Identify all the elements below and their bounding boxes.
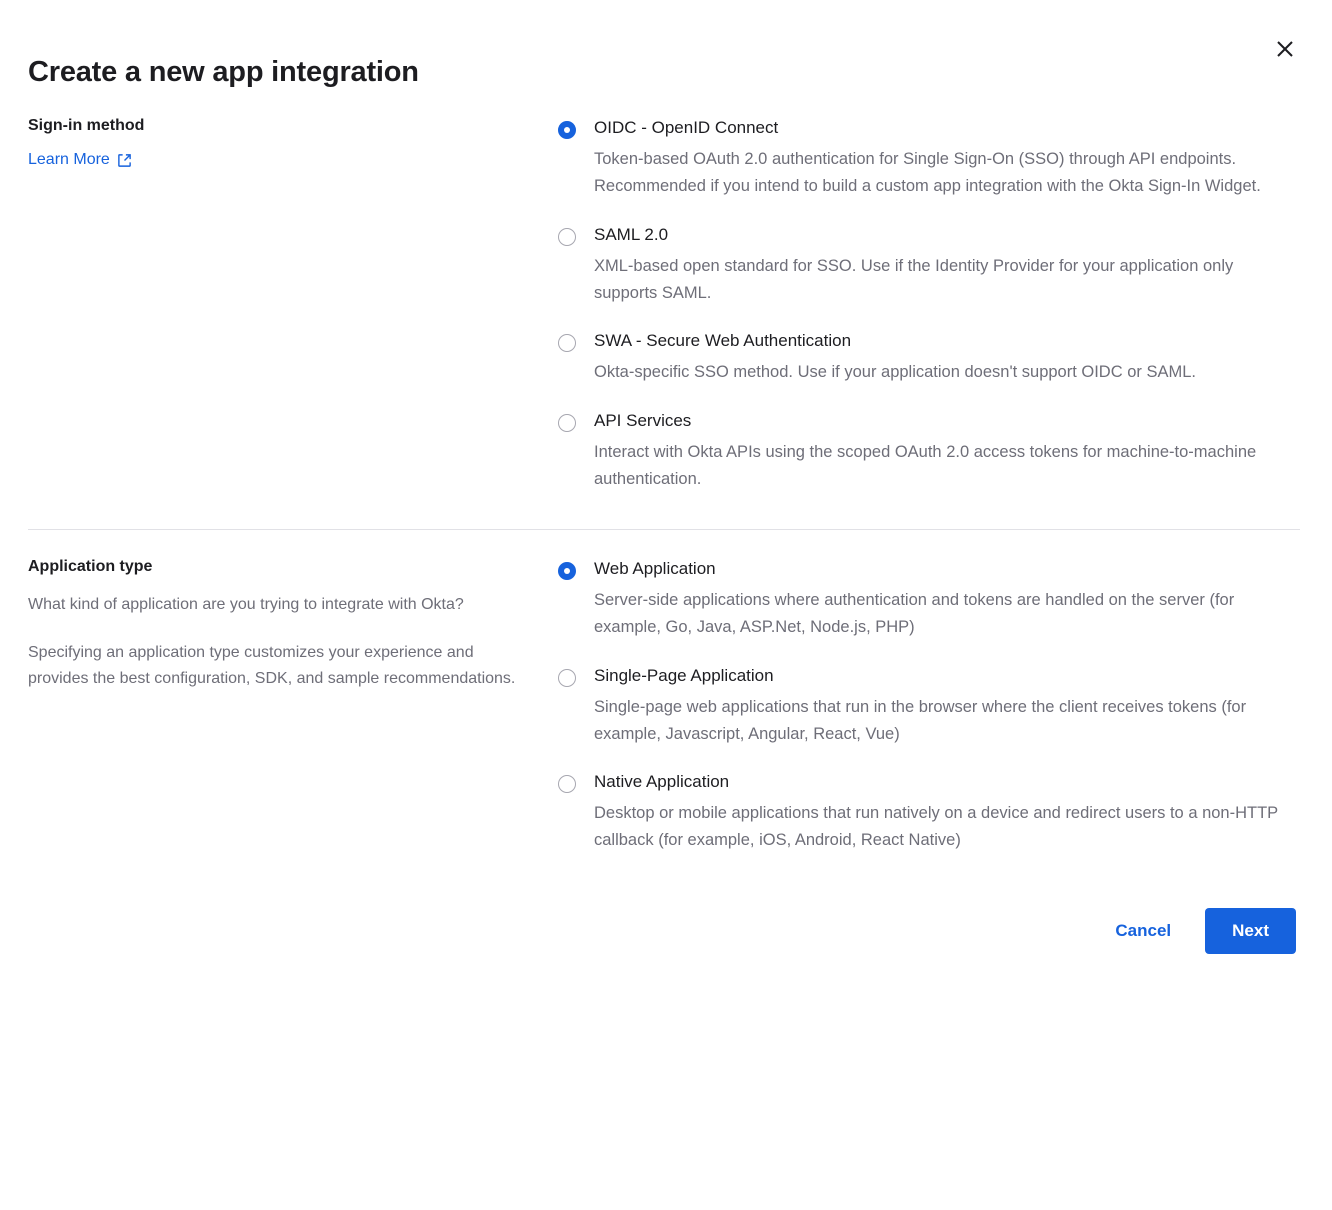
learn-more-label: Learn More xyxy=(28,151,110,169)
radio-option-saml-description: XML-based open standard for SSO. Use if the Identity Provider for your application only supports SAML. xyxy=(594,256,1234,302)
radio-option-native-application-description: Desktop or mobile applications that run natively on a device and redirect users to a non-HTTP callback (for example, iOS, Android, React Native) xyxy=(594,804,1278,850)
radio-option-oidc[interactable] xyxy=(558,117,1300,200)
radio-button-oidc[interactable] xyxy=(558,121,576,139)
radio-option-api-services[interactable] xyxy=(558,410,1300,493)
radio-option-swa-texts xyxy=(594,330,1300,386)
radio-option-single-page-application-description: Single-page web applications that run in the browser where the client receives tokens (for example, Javascript, Angular, React, Vue) xyxy=(594,697,1247,743)
page-title: Create a new app integration xyxy=(28,56,419,88)
radio-option-web-application[interactable] xyxy=(558,558,1300,641)
radio-option-native-application-title[interactable]: Native Application xyxy=(594,772,730,792)
radio-option-saml[interactable] xyxy=(558,224,1300,307)
application-type-section xyxy=(28,530,1300,854)
radio-option-web-application-texts xyxy=(594,558,1300,641)
radio-option-swa-title[interactable]: SWA - Secure Web Authentication xyxy=(594,331,852,351)
radio-button-api-services[interactable] xyxy=(558,414,576,432)
radio-option-single-page-application-texts xyxy=(594,665,1300,748)
sign-in-method-section xyxy=(28,89,1300,493)
radio-option-web-application-title[interactable]: Web Application xyxy=(594,558,716,578)
radio-option-saml-texts xyxy=(594,224,1300,307)
application-type-info xyxy=(28,556,558,692)
radio-button-native-application[interactable] xyxy=(558,775,576,793)
radio-option-native-application-texts xyxy=(594,771,1300,854)
radio-option-swa[interactable] xyxy=(558,330,1300,386)
external-link-icon xyxy=(117,153,132,168)
radio-button-swa[interactable] xyxy=(558,334,576,352)
radio-option-api-services-texts xyxy=(594,410,1300,493)
cancel-button[interactable]: Cancel xyxy=(1103,911,1183,951)
radio-option-oidc-description: Token-based OAuth 2.0 authentication for Single Sign-On (SSO) through API endpoints. Recommended if you intend to build a custom app integration with the Okta Sign-In Widget. xyxy=(594,149,1261,195)
application-type-help-2: Specifying an application type customizes your experience and provides the best configuration, SDK, and sample recommendations. xyxy=(28,644,516,688)
radio-button-saml[interactable] xyxy=(558,228,576,246)
radio-option-api-services-title[interactable]: API Services xyxy=(594,411,692,431)
application-type-options xyxy=(558,556,1300,854)
radio-button-web-application[interactable] xyxy=(558,562,576,580)
radio-option-oidc-texts xyxy=(594,117,1300,200)
radio-option-native-application[interactable] xyxy=(558,771,1300,854)
radio-option-saml-title[interactable]: SAML 2.0 xyxy=(594,224,669,244)
application-type-help-1: What kind of application are you trying to integrate with Okta? xyxy=(28,596,464,614)
dialog-footer xyxy=(28,854,1300,954)
radio-option-single-page-application-title[interactable]: Single-Page Application xyxy=(594,665,774,685)
radio-option-single-page-application[interactable] xyxy=(558,665,1300,748)
sign-in-method-options xyxy=(558,115,1300,493)
radio-option-swa-description: Okta-specific SSO method. Use if your application doesn't support OIDC or SAML. xyxy=(594,363,1196,382)
radio-option-web-application-description: Server-side applications where authentication and tokens are handled on the server (for example, Go, Java, ASP.Net, Node.js, PHP) xyxy=(594,590,1235,636)
sign-in-method-label: Sign-in method xyxy=(28,117,145,134)
radio-button-single-page-application[interactable] xyxy=(558,669,576,687)
next-button[interactable]: Next xyxy=(1205,908,1296,954)
radio-option-oidc-title[interactable]: OIDC - OpenID Connect xyxy=(594,118,779,137)
application-type-label: Application type xyxy=(28,557,153,575)
radio-option-api-services-description: Interact with Okta APIs using the scoped OAuth 2.0 access tokens for machine-to-machine authentication. xyxy=(594,443,1257,489)
close-icon[interactable] xyxy=(1272,36,1298,62)
sign-in-method-info xyxy=(28,115,558,169)
learn-more-link[interactable] xyxy=(28,151,132,169)
